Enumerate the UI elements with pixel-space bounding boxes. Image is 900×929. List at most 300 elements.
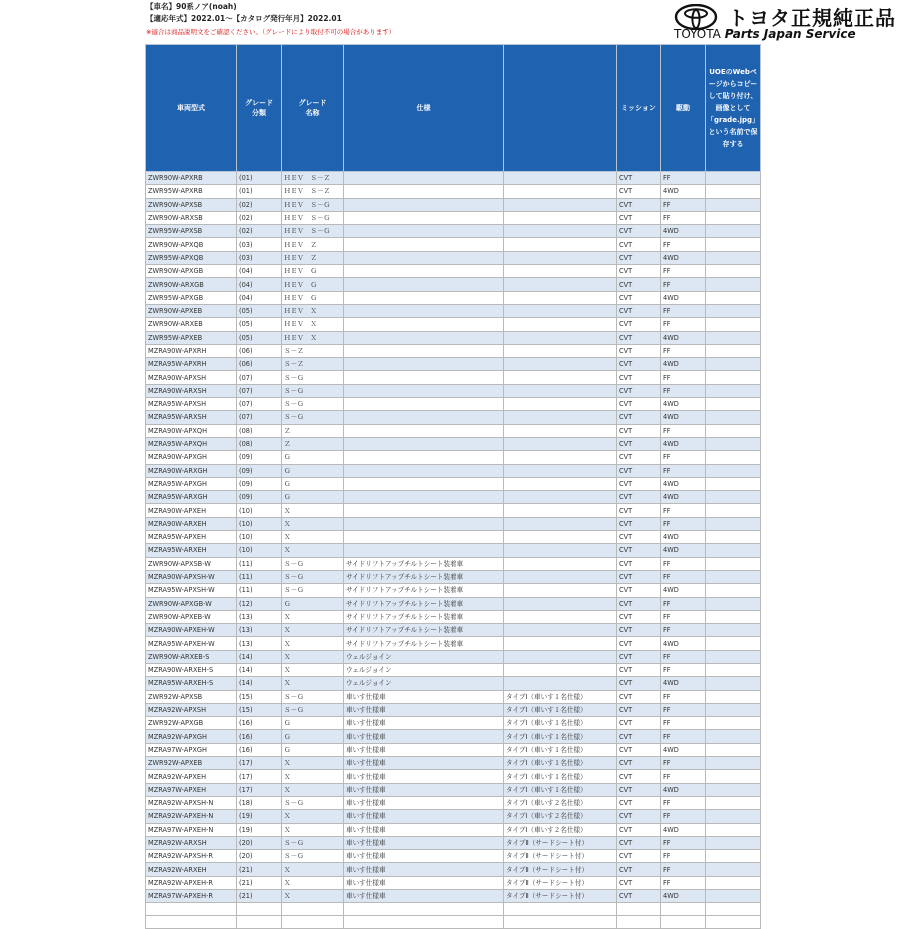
- cell-drive: FF: [661, 318, 706, 331]
- cell-drive: FF: [661, 796, 706, 809]
- cell-drive: FF: [661, 517, 706, 530]
- cell-grade-class: (01): [237, 172, 282, 185]
- cell-model: MZRA92W-APXSH-N: [146, 796, 237, 809]
- cell-spec: [344, 278, 504, 291]
- table-row: [146, 730, 761, 743]
- cell-spec: [344, 185, 504, 198]
- cell-grade-name: Ｓ－Ｇ: [282, 570, 344, 583]
- cell-grade-class: (06): [237, 358, 282, 371]
- brand-service-name: Parts Japan Service: [724, 27, 856, 41]
- cell-drive: FF: [661, 384, 706, 397]
- cell-spec: [344, 265, 504, 278]
- cell-mission: CVT: [617, 810, 661, 823]
- cell-empty: [282, 903, 344, 916]
- cell-spec2: タイプⅠ（車いす１名仕様）: [504, 757, 617, 770]
- cell-grade-name: Ｘ: [282, 770, 344, 783]
- cell-grade-class: (04): [237, 291, 282, 304]
- cell-note: [706, 517, 761, 530]
- table-row: [146, 890, 761, 903]
- cell-spec: 車いす仕様車: [344, 743, 504, 756]
- cell-grade-class: (11): [237, 557, 282, 570]
- cell-mission: CVT: [617, 358, 661, 371]
- cell-spec: 車いす仕様車: [344, 717, 504, 730]
- cell-note: [706, 411, 761, 424]
- cell-drive: 4WD: [661, 251, 706, 264]
- table-row: [146, 850, 761, 863]
- cell-grade-class: (03): [237, 238, 282, 251]
- cell-spec: [344, 344, 504, 357]
- cell-drive: FF: [661, 650, 706, 663]
- col-grade-class: グレード 分類: [237, 45, 282, 172]
- table-row: [146, 743, 761, 756]
- cell-spec2: [504, 398, 617, 411]
- table-row: [146, 757, 761, 770]
- cell-mission: CVT: [617, 331, 661, 344]
- cell-model: ZWR90W-ARXGB: [146, 278, 237, 291]
- cell-grade-name: Ｇ: [282, 730, 344, 743]
- cell-drive: 4WD: [661, 225, 706, 238]
- table-row: [146, 531, 761, 544]
- cell-model: MZRA90W-APXGH: [146, 451, 237, 464]
- cell-model: MZRA95W-APXSH: [146, 398, 237, 411]
- cell-note: [706, 796, 761, 809]
- cell-note: [706, 238, 761, 251]
- cell-grade-class: (09): [237, 451, 282, 464]
- cell-note: [706, 544, 761, 557]
- cell-grade-class: (11): [237, 584, 282, 597]
- cell-model: MZRA92W-APXEH-R: [146, 876, 237, 889]
- cell-grade-name: ＨＥＶ Ｓ－Ｇ: [282, 211, 344, 224]
- cell-mission: CVT: [617, 783, 661, 796]
- cell-grade-class: (05): [237, 304, 282, 317]
- cell-mission: CVT: [617, 770, 661, 783]
- cell-grade-name: Ｇ: [282, 491, 344, 504]
- cell-note: [706, 464, 761, 477]
- table-row: [146, 304, 761, 317]
- cell-mission: CVT: [617, 238, 661, 251]
- table-row: [146, 251, 761, 264]
- cell-model: ZWR90W-APXQB: [146, 238, 237, 251]
- cell-model: MZRA95W-ARXEH-S: [146, 677, 237, 690]
- cell-grade-class: (02): [237, 225, 282, 238]
- cell-model: MZRA95W-APXSH-W: [146, 584, 237, 597]
- cell-spec: 車いす仕様車: [344, 863, 504, 876]
- cell-model: MZRA95W-APXGH: [146, 477, 237, 490]
- cell-drive: FF: [661, 717, 706, 730]
- cell-spec2: [504, 531, 617, 544]
- cell-note: [706, 304, 761, 317]
- table-header: [146, 45, 761, 172]
- cell-spec: [344, 211, 504, 224]
- cell-note: [706, 597, 761, 610]
- table-row: [146, 225, 761, 238]
- cell-mission: CVT: [617, 796, 661, 809]
- cell-grade-class: (07): [237, 398, 282, 411]
- cell-spec2: [504, 424, 617, 437]
- cell-grade-class: (17): [237, 757, 282, 770]
- cell-grade-class: (15): [237, 703, 282, 716]
- cell-spec: 車いす仕様車: [344, 690, 504, 703]
- table-row: [146, 517, 761, 530]
- cell-grade-class: (20): [237, 836, 282, 849]
- cell-spec2: タイプⅠ（車いす２名仕様）: [504, 796, 617, 809]
- cell-grade-class: (19): [237, 823, 282, 836]
- cell-model: MZRA92W-ARXSH: [146, 836, 237, 849]
- cell-mission: CVT: [617, 637, 661, 650]
- cell-grade-name: Ｘ: [282, 610, 344, 623]
- cell-grade-class: (10): [237, 531, 282, 544]
- cell-grade-name: ＨＥＶ Ｇ: [282, 278, 344, 291]
- cell-grade-name: Ｇ: [282, 743, 344, 756]
- cell-note: [706, 850, 761, 863]
- cell-note: [706, 384, 761, 397]
- cell-grade-name: Ｓ－Ｇ: [282, 584, 344, 597]
- table-row: [146, 278, 761, 291]
- col-spec2: [504, 45, 617, 172]
- cell-spec2: [504, 570, 617, 583]
- table-row: [146, 810, 761, 823]
- cell-drive: 4WD: [661, 185, 706, 198]
- table-row: [146, 663, 761, 676]
- table-row: [146, 318, 761, 331]
- col-drive: 駆動: [661, 45, 706, 172]
- cell-spec2: [504, 557, 617, 570]
- col-grade-name: グレード 名称: [282, 45, 344, 172]
- cell-spec: [344, 517, 504, 530]
- cell-grade-class: (12): [237, 597, 282, 610]
- cell-model: ZWR90W-APXGB-W: [146, 597, 237, 610]
- cell-grade-class: (09): [237, 477, 282, 490]
- cell-mission: CVT: [617, 584, 661, 597]
- cell-drive: FF: [661, 610, 706, 623]
- cell-spec2: [504, 504, 617, 517]
- cell-grade-name: Ｓ－Ｇ: [282, 850, 344, 863]
- brand-service: [674, 27, 856, 41]
- cell-drive: 4WD: [661, 491, 706, 504]
- cell-spec: サイドリフトアップチルトシート装着車: [344, 557, 504, 570]
- cell-model: ZWR90W-APXEB: [146, 304, 237, 317]
- cell-grade-name: Ｓ－Ｇ: [282, 690, 344, 703]
- table-row: [146, 584, 761, 597]
- cell-grade-class: (17): [237, 770, 282, 783]
- cell-note: [706, 610, 761, 623]
- cell-note: [706, 570, 761, 583]
- cell-drive: FF: [661, 810, 706, 823]
- cell-note: [706, 291, 761, 304]
- cell-grade-class: (14): [237, 663, 282, 676]
- cell-spec2: タイプⅠ（車いす２名仕様）: [504, 810, 617, 823]
- cell-model: MZRA92W-APXGH: [146, 730, 237, 743]
- empty-row: [146, 903, 761, 916]
- cell-note: [706, 211, 761, 224]
- cell-mission: CVT: [617, 185, 661, 198]
- cell-mission: CVT: [617, 836, 661, 849]
- cell-grade-class: (18): [237, 796, 282, 809]
- cell-drive: FF: [661, 690, 706, 703]
- table-row: [146, 358, 761, 371]
- cell-mission: CVT: [617, 211, 661, 224]
- cell-mission: CVT: [617, 531, 661, 544]
- cell-drive: 4WD: [661, 743, 706, 756]
- cell-model: ZWR90W-APXRB: [146, 172, 237, 185]
- table-row: [146, 703, 761, 716]
- cell-spec: 車いす仕様車: [344, 757, 504, 770]
- cell-drive: 4WD: [661, 411, 706, 424]
- cell-spec: [344, 225, 504, 238]
- cell-note: [706, 677, 761, 690]
- cell-model: MZRA92W-ARXEH: [146, 863, 237, 876]
- table-row: [146, 637, 761, 650]
- table-row: [146, 211, 761, 224]
- cell-note: [706, 531, 761, 544]
- cell-model: ZWR95W-APXEB: [146, 331, 237, 344]
- cell-spec: [344, 198, 504, 211]
- cell-note: [706, 770, 761, 783]
- cell-grade-name: ＨＥＶ Ｓ－Ｇ: [282, 198, 344, 211]
- cell-spec: [344, 238, 504, 251]
- cell-mission: CVT: [617, 437, 661, 450]
- table-row: [146, 624, 761, 637]
- cell-empty: [661, 916, 706, 929]
- cell-mission: CVT: [617, 371, 661, 384]
- cell-spec: ウェルジョイン: [344, 650, 504, 663]
- cell-spec2: [504, 491, 617, 504]
- cell-empty: [617, 916, 661, 929]
- cell-model: MZRA97W-APXGH: [146, 743, 237, 756]
- cell-grade-name: Ｘ: [282, 677, 344, 690]
- cell-model: ZWR90W-APXSB: [146, 198, 237, 211]
- cell-spec: [344, 291, 504, 304]
- cell-mission: CVT: [617, 610, 661, 623]
- table-row: [146, 677, 761, 690]
- cell-spec: [344, 491, 504, 504]
- cell-spec2: タイプⅠ（車いす１名仕様）: [504, 743, 617, 756]
- cell-grade-class: (07): [237, 411, 282, 424]
- cell-drive: FF: [661, 238, 706, 251]
- cell-drive: FF: [661, 371, 706, 384]
- cell-drive: FF: [661, 265, 706, 278]
- table-row: [146, 331, 761, 344]
- cell-grade-name: ＨＥＶ Ｘ: [282, 318, 344, 331]
- cell-spec: 車いす仕様車: [344, 810, 504, 823]
- cell-model: ZWR95W-APXGB: [146, 291, 237, 304]
- cell-spec2: [504, 318, 617, 331]
- cell-spec: ウェルジョイン: [344, 663, 504, 676]
- cell-note: [706, 717, 761, 730]
- table-row: [146, 464, 761, 477]
- cell-drive: 4WD: [661, 544, 706, 557]
- cell-spec: [344, 464, 504, 477]
- cell-mission: CVT: [617, 743, 661, 756]
- cell-spec2: タイプⅡ（サードシート付）: [504, 876, 617, 889]
- cell-grade-class: (02): [237, 198, 282, 211]
- table-row: [146, 265, 761, 278]
- brand-maker: TOYOTA: [674, 27, 721, 41]
- cell-model: MZRA95W-ARXSH: [146, 411, 237, 424]
- cell-spec: 車いす仕様車: [344, 890, 504, 903]
- cell-drive: 4WD: [661, 531, 706, 544]
- table-row: [146, 863, 761, 876]
- cell-grade-name: Ｇ: [282, 451, 344, 464]
- cell-spec: [344, 451, 504, 464]
- cell-mission: CVT: [617, 650, 661, 663]
- cell-spec2: [504, 517, 617, 530]
- cell-spec: [344, 318, 504, 331]
- cell-drive: FF: [661, 770, 706, 783]
- cell-mission: CVT: [617, 504, 661, 517]
- cell-mission: CVT: [617, 198, 661, 211]
- table-row: [146, 185, 761, 198]
- cell-grade-class: (03): [237, 251, 282, 264]
- cell-mission: CVT: [617, 544, 661, 557]
- table-row: [146, 717, 761, 730]
- cell-mission: CVT: [617, 624, 661, 637]
- cell-spec2: [504, 331, 617, 344]
- cell-spec: [344, 411, 504, 424]
- cell-drive: 4WD: [661, 584, 706, 597]
- cell-grade-name: Ｓ－Ｚ: [282, 344, 344, 357]
- cell-drive: FF: [661, 876, 706, 889]
- cell-model: MZRA92W-APXEH: [146, 770, 237, 783]
- cell-note: [706, 491, 761, 504]
- cell-spec: 車いす仕様車: [344, 823, 504, 836]
- cell-drive: FF: [661, 663, 706, 676]
- cell-model: ZWR95W-APXRB: [146, 185, 237, 198]
- cell-grade-class: (13): [237, 637, 282, 650]
- cell-drive: FF: [661, 464, 706, 477]
- cell-model: ZWR95W-APXQB: [146, 251, 237, 264]
- grade-table: [145, 44, 761, 929]
- cell-spec: 車いす仕様車: [344, 770, 504, 783]
- cell-grade-class: (04): [237, 265, 282, 278]
- cell-spec2: [504, 185, 617, 198]
- cell-note: [706, 783, 761, 796]
- cell-mission: CVT: [617, 304, 661, 317]
- cell-drive: FF: [661, 730, 706, 743]
- cell-spec: [344, 304, 504, 317]
- cell-note: [706, 278, 761, 291]
- cell-spec2: タイプⅠ（車いす１名仕様）: [504, 717, 617, 730]
- toyota-brand: [672, 2, 898, 44]
- cell-drive: FF: [661, 757, 706, 770]
- table-row: [146, 770, 761, 783]
- cell-mission: CVT: [617, 477, 661, 490]
- cell-model: ZWR90W-ARXEB: [146, 318, 237, 331]
- cell-grade-class: (10): [237, 544, 282, 557]
- cell-mission: CVT: [617, 517, 661, 530]
- table-row: [146, 557, 761, 570]
- cell-model: ZWR95W-APXSB: [146, 225, 237, 238]
- table-row: [146, 344, 761, 357]
- cell-grade-name: Ｓ－Ｇ: [282, 398, 344, 411]
- cell-note: [706, 584, 761, 597]
- cell-mission: CVT: [617, 570, 661, 583]
- cell-mission: CVT: [617, 677, 661, 690]
- table-row: [146, 783, 761, 796]
- cell-empty: [344, 916, 504, 929]
- cell-drive: FF: [661, 504, 706, 517]
- cell-spec: 車いす仕様車: [344, 783, 504, 796]
- table-row: [146, 451, 761, 464]
- cell-mission: CVT: [617, 291, 661, 304]
- cell-mission: CVT: [617, 398, 661, 411]
- cell-drive: FF: [661, 570, 706, 583]
- cell-spec2: タイプⅠ（車いす１名仕様）: [504, 783, 617, 796]
- col-spec: 仕様: [344, 45, 504, 172]
- cell-grade-name: Ｘ: [282, 531, 344, 544]
- cell-grade-class: (15): [237, 690, 282, 703]
- cell-drive: FF: [661, 557, 706, 570]
- cell-spec2: [504, 172, 617, 185]
- cell-drive: FF: [661, 344, 706, 357]
- cell-model: ZWR92W-APXSB: [146, 690, 237, 703]
- cell-spec: [344, 331, 504, 344]
- cell-empty: [146, 916, 237, 929]
- table-row: [146, 690, 761, 703]
- cell-empty: [706, 903, 761, 916]
- cell-model: MZRA90W-APXSH: [146, 371, 237, 384]
- cell-spec2: タイプⅡ（サードシート付）: [504, 836, 617, 849]
- cell-spec2: [504, 451, 617, 464]
- cell-spec: サイドリフトアップチルトシート装着車: [344, 610, 504, 623]
- cell-mission: CVT: [617, 757, 661, 770]
- cell-spec2: [504, 384, 617, 397]
- cell-drive: 4WD: [661, 437, 706, 450]
- table-row: [146, 398, 761, 411]
- cell-note: [706, 172, 761, 185]
- table-row: [146, 544, 761, 557]
- cell-mission: CVT: [617, 717, 661, 730]
- cell-spec2: タイプⅠ（車いす２名仕様）: [504, 823, 617, 836]
- cell-empty: [617, 903, 661, 916]
- cell-spec2: [504, 544, 617, 557]
- cell-model: MZRA90W-ARXSH: [146, 384, 237, 397]
- period-info: 【適応年式】2022.01～【カタログ発行年月】2022.01: [146, 14, 342, 23]
- cell-grade-name: Ｘ: [282, 823, 344, 836]
- cell-empty: [504, 916, 617, 929]
- cell-spec: 車いす仕様車: [344, 876, 504, 889]
- table-row: [146, 477, 761, 490]
- notice-text: ※適合は商品説明文をご確認ください。（グレードにより取付不可の場合があります）: [146, 28, 396, 36]
- cell-model: MZRA92W-APXEH-N: [146, 810, 237, 823]
- cell-empty: [344, 903, 504, 916]
- col-model: 車両型式: [146, 45, 237, 172]
- cell-spec: 車いす仕様車: [344, 703, 504, 716]
- cell-drive: FF: [661, 703, 706, 716]
- cell-note: [706, 477, 761, 490]
- cell-grade-class: (01): [237, 185, 282, 198]
- cell-spec: 車いす仕様車: [344, 836, 504, 849]
- cell-grade-name: Ｓ－Ｇ: [282, 836, 344, 849]
- cell-model: ZWR90W-APXGB: [146, 265, 237, 278]
- cell-grade-class: (20): [237, 850, 282, 863]
- cell-drive: 4WD: [661, 477, 706, 490]
- cell-grade-class: (10): [237, 504, 282, 517]
- cell-model: MZRA95W-ARXGH: [146, 491, 237, 504]
- cell-mission: CVT: [617, 464, 661, 477]
- cell-model: MZRA92W-APXSH-R: [146, 850, 237, 863]
- cell-mission: CVT: [617, 491, 661, 504]
- cell-empty: [146, 903, 237, 916]
- cell-spec2: [504, 198, 617, 211]
- cell-spec2: [504, 211, 617, 224]
- cell-drive: FF: [661, 836, 706, 849]
- cell-grade-class: (14): [237, 650, 282, 663]
- cell-note: [706, 437, 761, 450]
- car-name: 【車名】90系ノア(noah): [146, 2, 237, 11]
- cell-grade-name: Ｇ: [282, 464, 344, 477]
- cell-mission: CVT: [617, 251, 661, 264]
